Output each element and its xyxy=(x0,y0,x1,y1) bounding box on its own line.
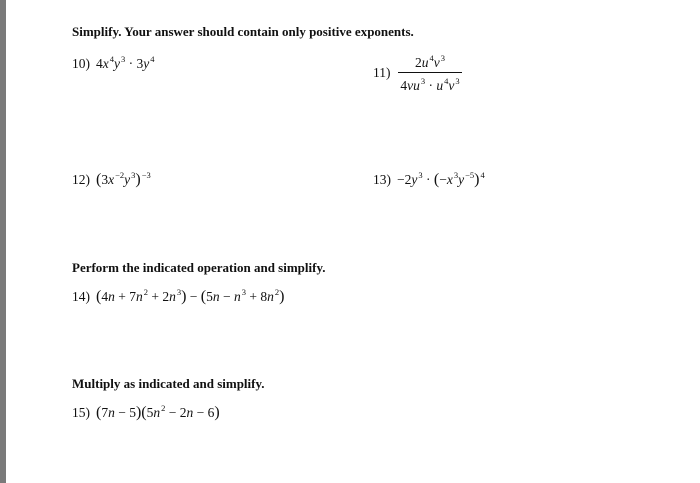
term: + 7 xyxy=(114,289,136,304)
exponent: 4 xyxy=(480,170,485,180)
exponent: 3 xyxy=(241,287,246,297)
multiply-heading: Multiply as indicated and simplify. xyxy=(72,376,265,391)
coefficient: 4 xyxy=(400,78,408,93)
problem-number: 13) xyxy=(373,172,391,187)
problem-14: 14) $(4n + 7n^2 + 2n^3) - (5n - n^3 + 8n^2)$ xyxy=(72,287,285,305)
exponent: 3 xyxy=(121,54,126,64)
problem-11-number: 11) xyxy=(373,65,391,80)
coefficient: 4 xyxy=(96,56,103,71)
problem-15: 15) $(7n - 5)(5n^2 - 2n - 6)$ xyxy=(72,403,220,421)
problem-number: 10) xyxy=(72,56,90,71)
simplify-heading: Simplify. Your answer should contain only positive exponents. xyxy=(72,24,414,39)
problem-number: 12) xyxy=(72,172,90,187)
term: + 2 xyxy=(147,289,170,304)
term: 5 xyxy=(146,405,154,420)
exponent: 4 xyxy=(444,76,449,86)
term: − 6 xyxy=(193,405,215,420)
exponent: 3 xyxy=(440,53,445,63)
term: 4 xyxy=(101,289,109,304)
left-edge-bar xyxy=(0,0,6,483)
coefficient: 2 xyxy=(415,55,422,70)
coefficient: 3 xyxy=(136,56,144,71)
exponent: 4 xyxy=(109,54,114,64)
exponent: 2 xyxy=(274,287,280,297)
exponent: 3 xyxy=(131,170,136,180)
problem-number: 15) xyxy=(72,405,90,420)
exponent: 3 xyxy=(453,170,459,180)
multiply-dot: · xyxy=(428,78,433,93)
exponent: −5 xyxy=(465,170,475,180)
operation-heading: Perform the indicated operation and simplify. xyxy=(72,260,326,275)
term: 7 xyxy=(101,405,109,420)
numerator: $2u^4v^3$ xyxy=(415,53,445,70)
exponent: 3 xyxy=(418,170,423,180)
exponent: −3 xyxy=(141,170,151,180)
problem-12: 12) $(3x^{-2}y^3)^{-3}$ xyxy=(72,170,151,188)
problem-13: $13) -2y^3 \cdot (-x^3y^{-5})^4$ xyxy=(373,170,485,188)
term: 5 xyxy=(206,289,213,304)
exponent: 4 xyxy=(150,54,155,64)
problem-10: 10) $4x^4y^3 \cdot 3y^4$ xyxy=(72,54,155,71)
fraction-bar xyxy=(398,72,462,73)
exponent: 3 xyxy=(176,287,182,297)
term: − 5 xyxy=(114,405,136,420)
coefficient: −2 xyxy=(397,172,412,187)
exponent: 3 xyxy=(455,76,460,86)
denominator: $4vu^3 \cdot u^4v^3$ xyxy=(400,76,460,93)
term: + 8 xyxy=(245,289,268,304)
coefficient: 3 xyxy=(101,172,109,187)
exponent: 3 xyxy=(420,76,426,86)
operator: − xyxy=(219,289,234,304)
problem-11-fraction xyxy=(398,50,462,94)
problem-number: 14) xyxy=(72,289,90,304)
exponent: 2 xyxy=(143,287,148,297)
multiply-dot: · xyxy=(128,56,134,71)
operator: − xyxy=(186,289,201,304)
term: − 2 xyxy=(165,405,187,420)
exponent: 4 xyxy=(429,53,434,63)
multiply-dot: · xyxy=(426,172,431,187)
exponent: −2 xyxy=(115,170,125,180)
exponent: 2 xyxy=(161,403,166,413)
